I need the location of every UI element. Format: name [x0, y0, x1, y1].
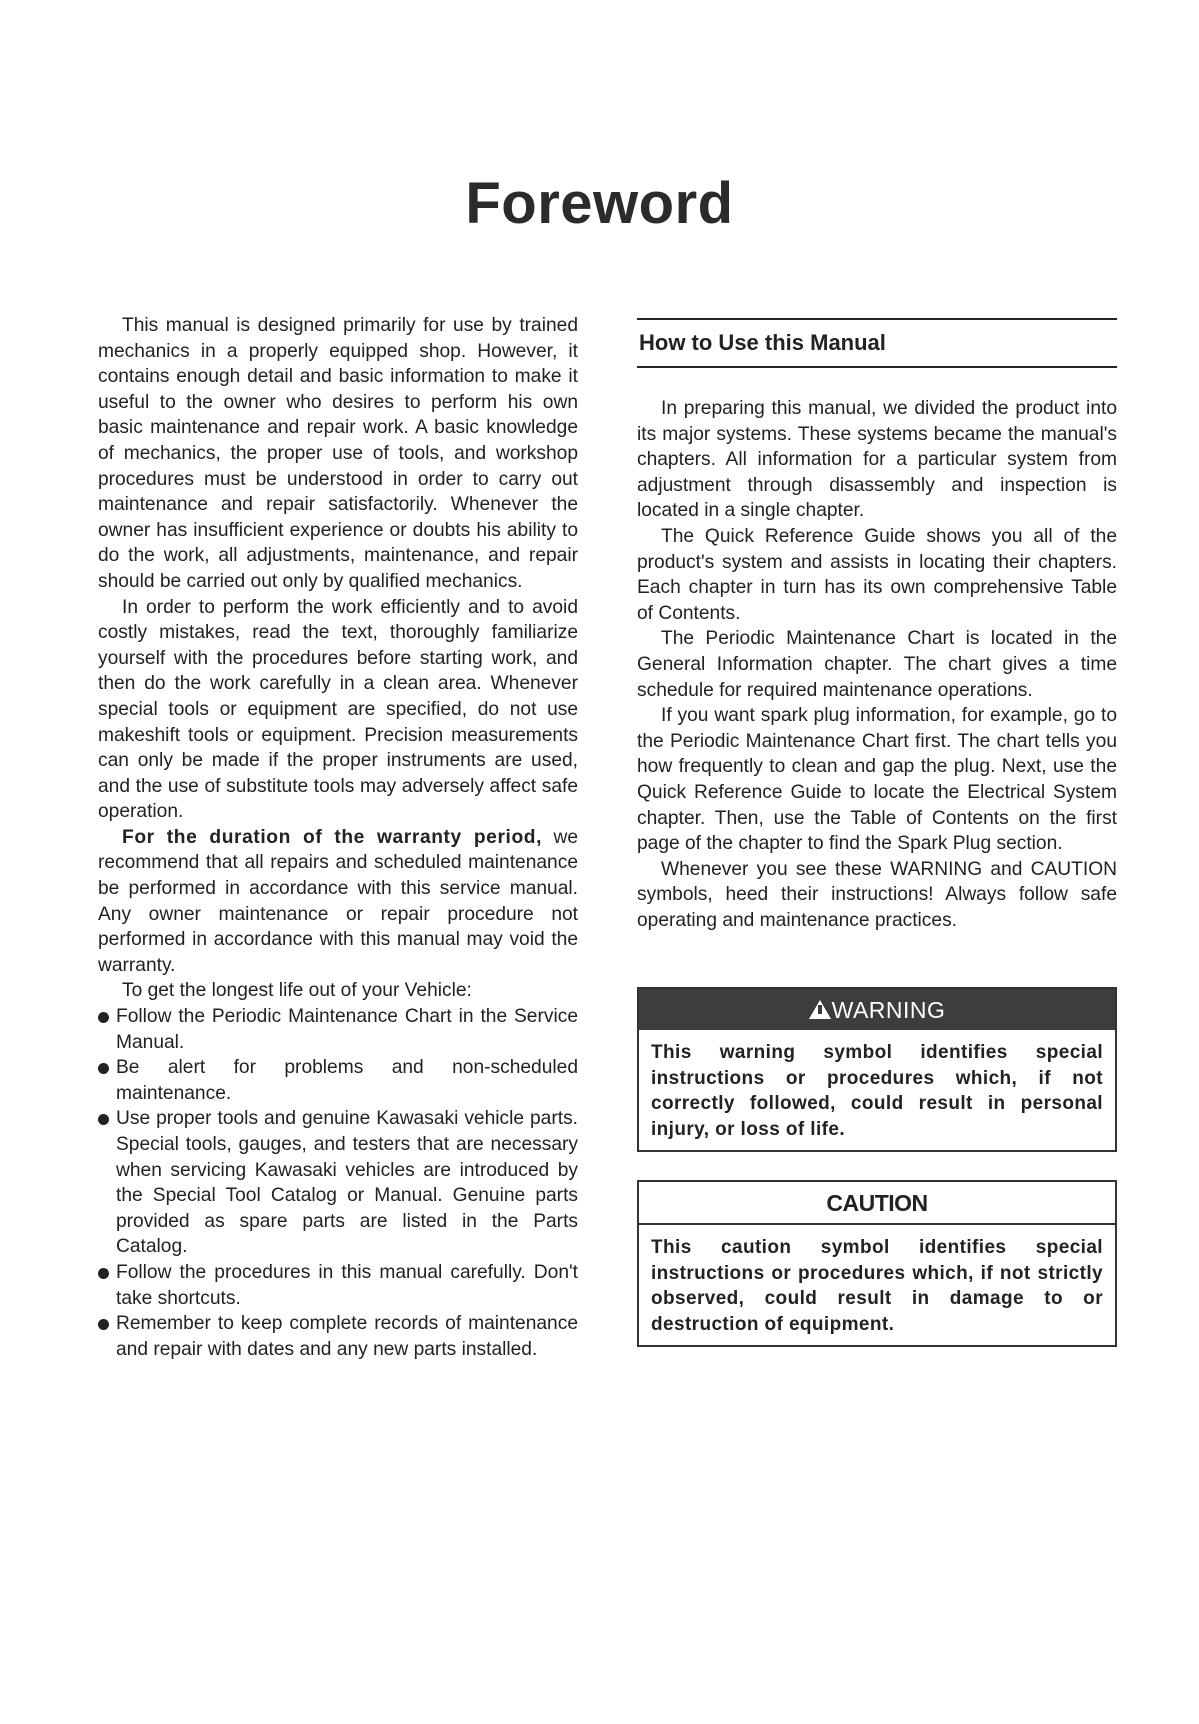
bullet-icon: [98, 1319, 109, 1330]
list-item: [98, 1055, 578, 1106]
longest-life-intro: To get the longest life out of your Vehicle:: [122, 980, 472, 1002]
caution-notice: [637, 1180, 1117, 1347]
list-item-text: Be alert for problems and non-scheduled maintenance.: [116, 1057, 578, 1104]
how-to-use-text: [637, 396, 1117, 933]
warning-triangle-icon: [809, 1000, 831, 1019]
maintenance-chart-paragraph: The Periodic Maintenance Chart is located in the General Information chapter. The chart gives a time schedule for required maintenance operations.: [637, 628, 1117, 701]
caution-heading: CAUTION: [639, 1182, 1115, 1225]
caution-text: This caution symbol identifies special instructions or procedures which, if not strictly observed, could result in damage to or destruction of equipment.: [651, 1237, 1103, 1335]
symbols-paragraph: Whenever you see these WARNING and CAUTION symbols, heed their instructions! Always follow safe operating and maintenance practices.: [637, 858, 1117, 931]
warranty-rest: we recommend that all repairs and scheduled maintenance be performed in accordance with this service manual. Any owner maintenance or repair procedure not performed in accordance with this manual may void the warranty.: [98, 826, 579, 976]
warning-heading-text: WARNING: [831, 997, 946, 1023]
page-title: Foreword: [465, 171, 734, 236]
right-column: [637, 318, 1117, 933]
section-title: How to Use this Manual: [637, 318, 1117, 368]
list-item: [98, 1004, 578, 1055]
spark-plug-example-paragraph: If you want spark plug information, for example, go to the Periodic Maintenance Chart first. The chart tells you how frequently to clean and gap the plug. Next, use the Quick Reference Guide to locate the Electrical System chapter. Then, use the Table of Contents on the first page of the chapter to find the Spark Plug section.: [637, 705, 1117, 855]
list-item: [98, 1260, 578, 1311]
bullet-icon: [98, 1268, 109, 1279]
list-item: [98, 1311, 578, 1362]
bullet-icon: [98, 1114, 109, 1125]
bullet-icon: [98, 1012, 109, 1023]
list-item-text: Use proper tools and genuine Kawasaki vehicle parts. Special tools, gauges, and testers that are necessary when servicing Kawasaki vehicles are introduced by the Special Tool Catalog or Manual. Genuine parts provided as spare parts are listed in the Parts Catalog.: [116, 1108, 578, 1258]
efficiency-paragraph: In order to perform the work efficiently and to avoid costly mistakes, read the text, thoroughly familiarize yourself with the procedures before starting work, and then do the work carefully in a clean area. Whenever special tools or equipment are specified, do not use makeshift tools or equipment. Precision measurements can only be made if the proper instruments are used, and the use of substitute tools may adversely affect safe operation.: [98, 596, 578, 823]
list-item-text: Follow the Periodic Maintenance Chart in the Service Manual.: [116, 1006, 578, 1053]
list-item-text: Remember to keep complete records of maintenance and repair with dates and any new parts installed.: [116, 1313, 578, 1360]
longest-life-list: [98, 1004, 578, 1362]
left-column: [98, 313, 578, 1362]
warning-heading: [639, 989, 1115, 1030]
list-item-text: Follow the procedures in this manual carefully. Don't take shortcuts.: [116, 1261, 578, 1309]
list-item: [98, 1106, 578, 1260]
warning-notice: [637, 987, 1117, 1152]
warranty-paragraph: [98, 825, 578, 979]
intro-paragraph: This manual is designed primarily for use by trained mechanics in a properly equipped shop. However, it contains enough detail and basic information to make it useful to the owner who desires to perform his own basic maintenance and repair work. A basic knowledge of mechanics, the proper use of tools, and workshop procedures must be understood in order to carry out maintenance and repair satisfactorily. Whenever the owner has insufficient experience or doubts his ability to do the work, all adjustments, maintenance, and repair should be carried out only by qualified mechanics.: [98, 315, 578, 592]
quick-reference-paragraph: The Quick Reference Guide shows you all of the product's system and assists in locating their chapters. Each chapter in turn has its own comprehensive Table of Contents.: [637, 525, 1117, 624]
warning-text: This warning symbol identifies special instructions or procedures which, if not correctly followed, could result in personal injury, or loss of life.: [651, 1042, 1103, 1140]
systems-paragraph: In preparing this manual, we divided the product into its major systems. These systems became the manual's chapters. All information for a particular system from adjustment through disassembly and inspection is located in a single chapter.: [637, 398, 1117, 522]
warranty-lead: For the duration of the warranty period,: [122, 826, 543, 848]
bullet-icon: [98, 1063, 109, 1074]
